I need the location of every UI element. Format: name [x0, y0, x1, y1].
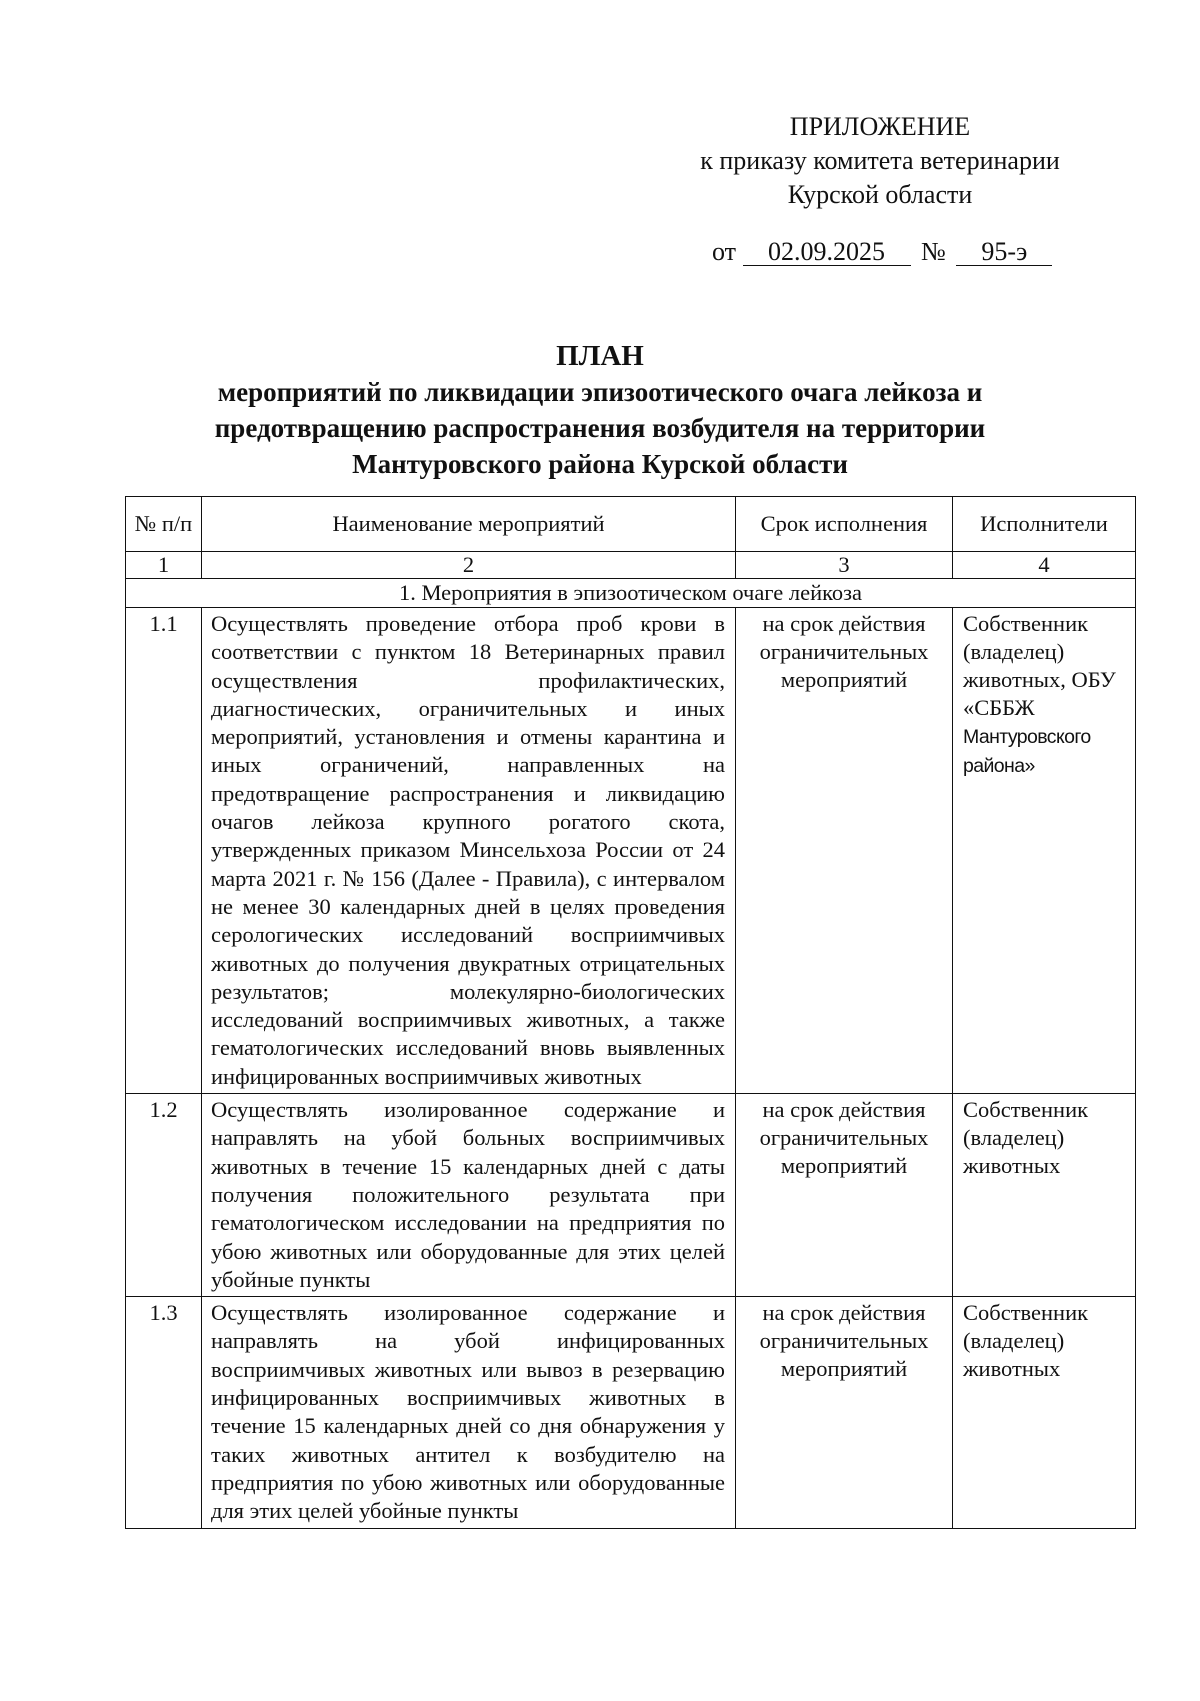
column-index: 2 — [202, 552, 736, 579]
row-executors: Собственник (владелец) животных — [953, 1297, 1136, 1528]
header-name: Наименование мероприятий — [202, 497, 736, 552]
row-num: 1.2 — [126, 1094, 202, 1297]
column-index: 1 — [126, 552, 202, 579]
appendix-order-ref: к приказу комитета ветеринарии — [700, 146, 1060, 175]
row-executors-main: Собственник (владелец) животных, ОБУ «СББЖ — [963, 611, 1116, 720]
row-num: 1.1 — [126, 608, 202, 1094]
order-from-label: от — [712, 237, 737, 266]
order-date: 02.09.2025 — [743, 239, 911, 266]
column-index: 4 — [953, 552, 1136, 579]
document-subtitle-line-1: мероприятий по ликвидации эпизоотического очага лейкоза и — [217, 377, 983, 407]
column-index: 3 — [736, 552, 953, 579]
row-text: Осуществлять проведение отбора проб крови в соответствии с пунктом 18 Ветеринарных правил осуществления профилактических, диагностических, ограничительных и иных мероприятий, установления и отмены карантина и иных ограничений, направленных на предотвращение распространения и ликвидацию очагов лейкоза крупного рогатого скота, утвержденных приказом Минсельхоза России от 24 марта 2021 г. № 156 (Далее - Правила), с интервалом не менее 30 календарных дней в целях проведения серологических исследований восприимчивых животных до получения двукратных отрицательных результатов; молекулярно-биологических исследований восприимчивых животных, а также гематологических исследований вновь выявленных инфицированных восприимчивых животных — [202, 608, 736, 1094]
table-row — [126, 1297, 1136, 1528]
plan-table — [125, 496, 1136, 1529]
row-executors-tail: Мантуровского района» — [963, 726, 1091, 777]
section-title: 1. Мероприятия в эпизоотическом очаге лейкоза — [126, 579, 1136, 608]
appendix-region: Курской области — [787, 180, 973, 209]
column-index-row — [126, 552, 1136, 579]
row-term: на срок действия ограничительных мероприятий — [736, 608, 953, 1094]
row-num: 1.3 — [126, 1297, 202, 1528]
table-row — [126, 1094, 1136, 1297]
row-text: Осуществлять изолированное содержание и направлять на убой больных восприимчивых животных в течение 15 календарных дней с даты получения положительного результата при гематологическом исследовании на предприятия по убою животных или оборудованные для этих целей убойные пункты — [202, 1094, 736, 1297]
row-executors: Собственник (владелец) животных — [953, 1094, 1136, 1297]
table-header-row — [126, 497, 1136, 552]
section-row — [126, 579, 1136, 608]
document-subtitle-line-2: предотвращению распространения возбудителя на территории — [214, 413, 986, 443]
document-title: ПЛАН — [556, 340, 644, 372]
header-num: № п/п — [126, 497, 202, 552]
row-text: Осуществлять изолированное содержание и направлять на убой инфицированных восприимчивых животных или вывоз в резервацию инфицированных восприимчивых животных в течение 15 календарных дней со дня обнаружения у таких животных антител к возбудителю на предприятия по убою животных или оборудованные для этих целей убойные пункты — [202, 1297, 736, 1528]
order-number-label: № — [921, 237, 946, 266]
header-term: Срок исполнения — [736, 497, 953, 552]
order-line — [712, 237, 1052, 267]
document-subtitle-line-3: Мантуровского района Курской области — [352, 449, 848, 479]
row-term: на срок действия ограничительных мероприятий — [736, 1297, 953, 1528]
header-executors: Исполнители — [953, 497, 1136, 552]
appendix-header — [660, 110, 1100, 212]
table-row — [126, 608, 1136, 1094]
row-term: на срок действия ограничительных мероприятий — [736, 1094, 953, 1297]
document-title-block — [150, 338, 1050, 482]
appendix-title: ПРИЛОЖЕНИЕ — [789, 112, 971, 141]
row-executors — [953, 608, 1136, 1094]
order-number: 95-э — [956, 239, 1052, 266]
